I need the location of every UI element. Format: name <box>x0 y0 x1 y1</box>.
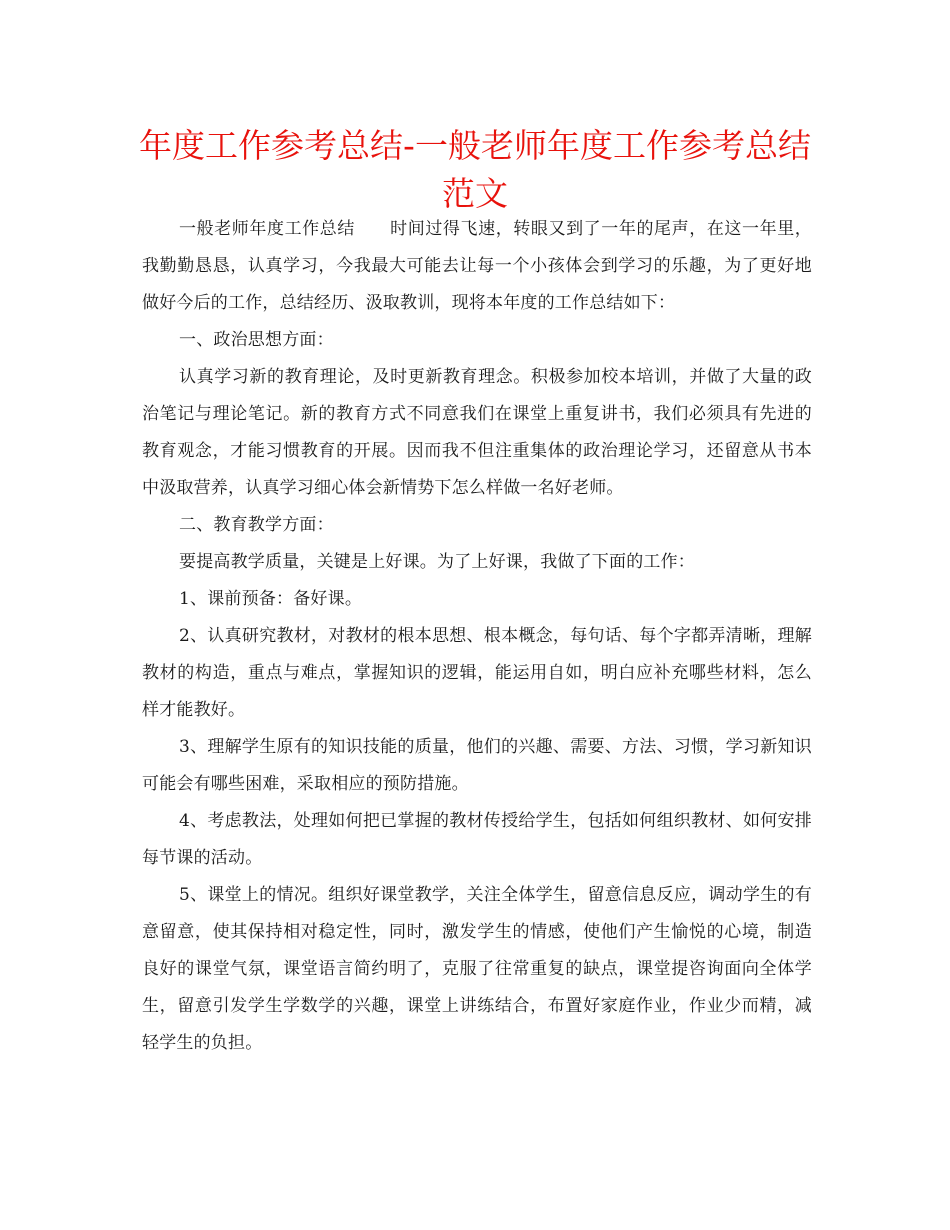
teaching-intro-paragraph: 要提高教学质量，关键是上好课。为了上好课，我做了下面的工作： <box>179 552 695 572</box>
list-item-3: 3、理解学生原有的知识技能的质量，他们的兴趣、需要、方法、习惯，学习新知识可能会有哪些困难，采取相应的预防措施。 <box>142 737 812 794</box>
document-title: 年度工作参考总结-一般老师年度工作参考总结范文 <box>139 126 811 213</box>
intro-paragraph: 一般老师年度工作总结 时间过得飞速，转眼又到了一年的尾声，在这一年里，我勤勤恳恳，认真学习，今我最大可能去让每一个小孩体会到学习的乐趣，为了更好地做好今后的工作，总结经历、汲取教训，现将本年度的工作总结如下： <box>142 219 812 313</box>
list-item-2: 2、认真研究教材，对教材的根本思想、根本概念，每句话、每个字都弄清晰，理解教材的构造，重点与难点，掌握知识的逻辑，能运用自如，明白应补充哪些材料，怎么样才能教好。 <box>142 626 812 720</box>
list-item-5: 5、课堂上的情况。组织好课堂教学，关注全体学生，留意信息反应，调动学生的有意留意，使其保持相对稳定性，同时，激发学生的情感，使他们产生愉悦的心境，制造良好的课堂气氛，课堂语言简约明了，克服了往常重复的缺点，课堂提咨询面向全体学生，留意引发学生学数学的兴趣，课堂上讲练结合，布置好家庭作业，作业少而精，减轻学生的负担。 <box>142 885 812 1053</box>
list-item-1: 1、课前预备：备好课。 <box>179 589 363 609</box>
section-heading-politics: 一、政治思想方面： <box>179 330 334 350</box>
section-heading-teaching: 二、教育教学方面： <box>179 515 334 535</box>
list-item-4: 4、考虑教法，处理如何把已掌握的教材传授给学生，包括如何组织教材、如何安排每节课的活动。 <box>142 811 812 868</box>
politics-paragraph: 认真学习新的教育理论，及时更新教育理念。积极参加校本培训，并做了大量的政治笔记与理论笔记。新的教育方式不同意我们在课堂上重复讲书，我们必须具有先进的教育观念，才能习惯教育的开展。因而我不但注重集体的政治理论学习，还留意从书本中汲取营养，认真学习细心体会新情势下怎么样做一名好老师。 <box>142 367 812 498</box>
document-body <box>142 211 812 1062</box>
